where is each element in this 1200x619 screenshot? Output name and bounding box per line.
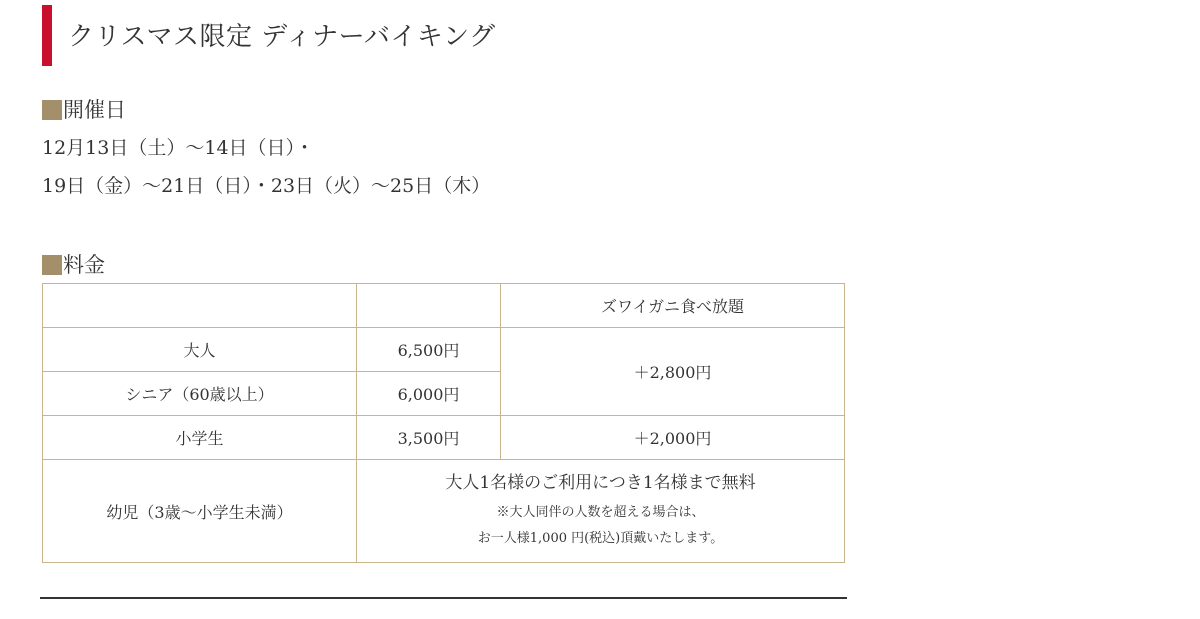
table-row <box>43 328 845 372</box>
price-cell: 6,000円 <box>357 372 501 416</box>
crab-price-cell: ＋2,000円 <box>501 416 845 460</box>
price-heading <box>42 251 105 279</box>
infant-main-text: 大人1名様のご利用につき1名様まで無料 <box>445 473 756 493</box>
dates-line-1: 12月13日（土）～14日（日）・ <box>42 137 315 159</box>
table-header-row <box>43 284 845 328</box>
title-accent-bar <box>42 5 52 66</box>
square-marker-icon <box>42 100 62 120</box>
category-cell: 大人 <box>43 328 357 372</box>
page-title: クリスマス限定 ディナーバイキング <box>68 22 496 52</box>
square-marker-icon <box>42 255 62 275</box>
table-row <box>43 460 845 563</box>
infant-note-line-1: ※大人同伴の人数を超える場合は、 <box>496 505 705 520</box>
dates-line-2: 19日（金）～21日（日）・23日（火）～25日（木） <box>42 175 491 197</box>
bottom-divider <box>40 597 847 599</box>
category-cell: シニア（60歳以上） <box>43 372 357 416</box>
category-cell: 小学生 <box>43 416 357 460</box>
crab-price-cell: ＋2,800円 <box>501 328 845 416</box>
price-heading-label: 料金 <box>63 253 105 277</box>
category-cell: 幼児（3歳～小学生未満） <box>43 460 357 563</box>
price-cell: 3,500円 <box>357 416 501 460</box>
infant-note-line-2: お一人様1,000 円(税込)頂戴いたします。 <box>477 531 724 546</box>
infant-price-cell <box>357 460 845 563</box>
price-cell: 6,500円 <box>357 328 501 372</box>
header-cell-category <box>43 284 357 328</box>
header-cell-price <box>357 284 501 328</box>
dates-heading-label: 開催日 <box>63 98 126 122</box>
header-cell-crab: ズワイガニ食べ放題 <box>501 284 845 328</box>
table-row <box>43 416 845 460</box>
price-table <box>42 283 845 563</box>
dates-heading <box>42 96 126 124</box>
